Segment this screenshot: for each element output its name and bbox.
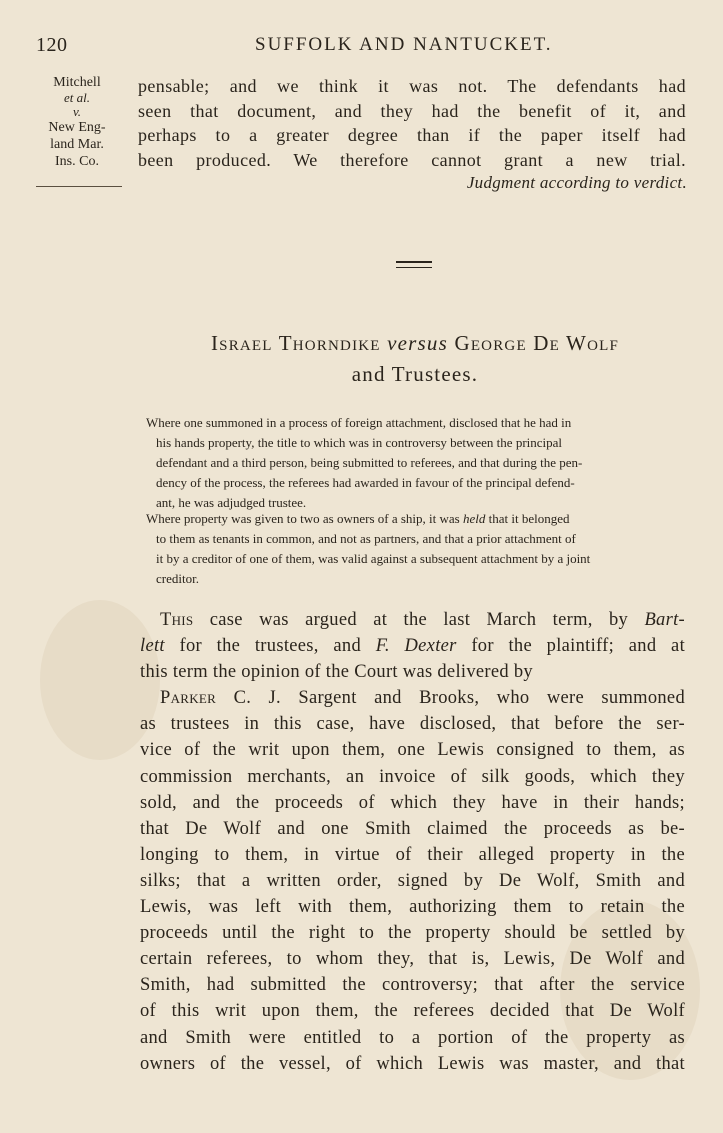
plaintiff-name: Israel Thorndike <box>210 331 381 355</box>
judgment-line: Judgment according to verdict. <box>466 173 687 192</box>
continued-paragraph: pensable; and we think it was not. The defendants had seen that document, and they had the benefit of it, and perhaps to a greater degree than if the paper itself had been produced. We therefore cannot grant a new trial. <box>138 76 686 170</box>
margin-rule <box>36 186 122 187</box>
defendant-name: George De Wolf <box>454 331 620 355</box>
case-title-line2: and Trustees. <box>351 362 479 386</box>
margin-note: Mitchell et al. v. New Eng- land Mar. Ins. Co. <box>48 75 106 169</box>
running-title: SUFFOLK AND NANTUCKET. <box>255 34 553 55</box>
headnote: Where property was given to two as owners of a ship, it was held that it belonged to them as tenants in common, and not as partners, and that a prior attachment of it by a creditor of one of them, was valid against a subsequent attachment by a joint creditor. <box>146 511 591 586</box>
case-title <box>150 328 680 390</box>
section-divider <box>396 261 432 268</box>
headnote: Where one summoned in a process of foreign attachment, disclosed that he had in his hands property, the title to which was in controversy between the principal defendant and a third person, being submitted to referees, and that during the pen- dency of the process, the referees had awarded in favour of the principal defend- ant, he was adjudged trustee. <box>146 415 583 510</box>
page-number: 120 <box>36 34 68 56</box>
versus-word: versus <box>387 331 448 355</box>
opinion-text: This case was argued at the last March term, by Bart- lett for the trustees, and F. Dexter for the plaintiff; and at this term the opinion of the Court was delivered by Parker C. J. Sargent and Brooks, who were summoned as trustees in this case, have disclosed, that before the ser- vice of the writ upon them, one Lewis consigned to them, as commission merchants, an invoice of silk goods, which they sold, and the proceeds of which they have in their hands; that De Wolf and one Smith claimed the proceeds as be- longing to them, in virtue of their alleged property in the silks; that a written order, signed by De Wolf, Smith and Lewis, was left with them, authorizing them to retain the proceeds until the right to the property should be settled by certain referees, to whom they, that is, Lewis, De Wolf and Smith, had submitted the controversy; that after the service of this writ upon them, the referees decided that De Wolf and Smith were entitled to a portion of the property as owners of the vessel, of which Lewis was master, and that <box>140 610 686 1074</box>
running-head <box>0 34 723 58</box>
